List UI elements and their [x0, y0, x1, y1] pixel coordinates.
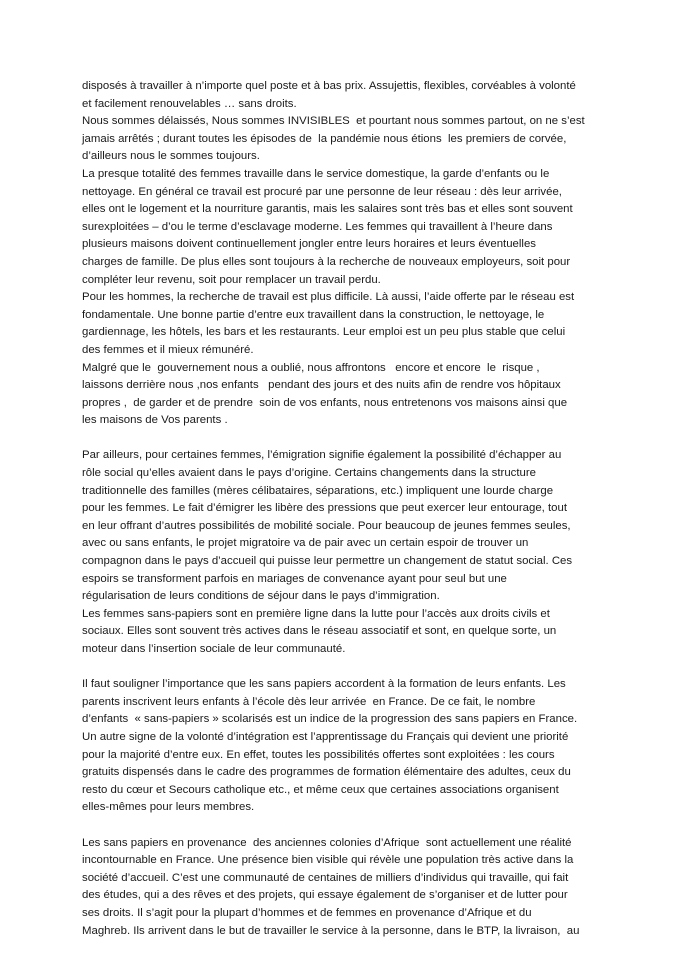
text-line: avec ou sans enfants, le projet migratoire va de pair avec un certain espoir de trouver un	[82, 537, 529, 550]
text-line: Nous sommes délaissés, Nous sommes INVISIBLES et pourtant nous sommes partout, on ne s’est	[82, 115, 585, 128]
paragraph-spacer	[82, 817, 604, 835]
text-line: ses droits. Il s’agit pour la plupart d’hommes et de femmes en provenance d’Afrique et du	[82, 906, 532, 919]
text-line: rôle social qu’elles avaient dans le pays d’origine. Certains changements dans la structure	[82, 467, 536, 480]
text-line: Les sans papiers en provenance des anciennes colonies d’Afrique sont actuellement une réalité	[82, 836, 572, 849]
paragraph	[82, 447, 604, 605]
text-line: propres , de garder et de prendre soin de vos enfants, nous entretenons vos maisons ainsi que	[82, 396, 568, 409]
paragraph	[82, 835, 604, 941]
text-line: Malgré que le gouvernement nous a oublié, nous affrontons encore et encore le risque ,	[82, 361, 540, 374]
text-line: incontournable en France. Une présence bien visible qui révèle une population très active dans la	[82, 854, 574, 867]
paragraph	[82, 113, 604, 166]
text-line: compagnon dans le pays d’accueil qui puisse leur permettre un changement de statut social. Ces	[82, 555, 573, 568]
text-line: parents inscrivent leurs enfants à l’école dès leur arrivée en France. De ce fait, le nombre	[82, 695, 536, 708]
text-line: pour la majorité d’entre eux. En effet, toutes les possibilités offertes sont exploitées : les cours	[82, 748, 555, 761]
paragraph	[82, 676, 604, 817]
text-line: La presque totalité des femmes travaille dans le service domestique, la garde d’enfants ou le	[82, 167, 550, 180]
text-line: gratuits dispensés dans le cadre des programmes de formation élémentaire des adultes, ceux du	[82, 766, 571, 779]
text-line: resto du cœur et Secours catholique etc., et même ceux que certaines associations organisent	[82, 783, 559, 796]
text-line: elles ont le logement et la nourriture garantis, mais les salaires sont très bas et elles sont souvent	[82, 203, 573, 216]
text-line: en leur offrant d’autres possibilités de mobilité sociale. Pour beaucoup de jeunes femmes seules,	[82, 519, 571, 532]
paragraph-spacer	[82, 430, 604, 448]
text-line: d’enfants « sans-papiers » scolarisés est un indice de la progression des sans papiers en France.	[82, 713, 578, 726]
text-line: traditionnelle des familles (mères célibataires, séparations, etc.) impliquent une lourde charge	[82, 484, 554, 497]
text-line: sociaux. Elles sont souvent très actives dans le réseau associatif et sont, en quelque sorte, un	[82, 625, 557, 638]
text-line: Un autre signe de la volonté d’intégration est l’apprentissage du Français qui devient une priorité	[82, 730, 569, 743]
text-line: charges de famille. De plus elles sont toujours à la recherche de nouveaux employeurs, soit pour	[82, 255, 571, 268]
paragraph	[82, 289, 604, 359]
text-line: elles-mêmes pour leurs membres.	[82, 801, 255, 814]
text-line: surexploitées – d’ou le terme d’esclavage moderne. Les femmes qui travaillent à l’heure dans	[82, 220, 553, 233]
text-line: plusieurs maisons doivent continuellement jongler entre leurs horaires et leurs éventuelles	[82, 238, 536, 251]
text-line: des femmes et il mieux rémunéré.	[82, 343, 254, 356]
paragraph-spacer	[82, 659, 604, 677]
text-line: fondamentale. Une bonne partie d’entre eux travaillent dans la construction, le nettoyage, le	[82, 308, 545, 321]
text-line: laissons derrière nous ,nos enfants pendant des jours et des nuits afin de rendre vos hôpitaux	[82, 379, 561, 392]
text-line: jamais arrêtés ; durant toutes les épisodes de la pandémie nous étions les premiers de corvée,	[82, 132, 567, 145]
text-line: et facilement renouvelables … sans droits.	[82, 97, 297, 110]
text-line: compléter leur revenu, soit pour remplacer un travail perdu.	[82, 273, 381, 286]
text-line: disposés à travailler à n’importe quel poste et à bas prix. Assujettis, flexibles, corvéables à volonté	[82, 80, 576, 92]
text-line: société d’accueil. C’est une communauté de centaines de milliers d’individus qui travaille, qui fait	[82, 871, 569, 884]
text-line: régularisation de leurs conditions de séjour dans le pays d’immigration.	[82, 590, 440, 603]
text-line: Pour les hommes, la recherche de travail est plus difficile. Là aussi, l’aide offerte par le réseau est	[82, 291, 575, 304]
text-line: pour les femmes. Le fait d’émigrer les libère des pressions que peut exercer leur entourage, tout	[82, 502, 567, 515]
paragraph	[82, 606, 604, 659]
text-line: Maghreb. Ils arrivent dans le but de travailler le service à la personne, dans le BTP, la livraison, au	[82, 924, 580, 937]
paragraph	[82, 78, 604, 113]
text-line: les maisons de Vos parents .	[82, 414, 228, 427]
text-line: nettoyage. En général ce travail est procuré par une personne de leur réseau : dès leur arrivée,	[82, 185, 562, 198]
text-line: Les femmes sans-papiers sont en première ligne dans la lutte pour l’accès aux droits civils et	[82, 607, 550, 620]
text-line: Il faut souligner l’importance que les sans papiers accordent à la formation de leurs enfants. Les	[82, 678, 566, 691]
text-line: Par ailleurs, pour certaines femmes, l’émigration signifie également la possibilité d’échapper au	[82, 449, 562, 462]
text-line: espoirs se transforment parfois en mariages de convenance ayant pour seul but une	[82, 572, 507, 585]
paragraph	[82, 166, 604, 289]
document-body	[82, 78, 604, 940]
text-line: moteur dans l’insertion sociale de leur communauté.	[82, 643, 346, 655]
text-line: des études, qui a des rêves et des projets, qui essaye également de s’organiser et de lutter pour	[82, 889, 568, 902]
paragraph	[82, 360, 604, 430]
text-line: gardiennage, les hôtels, les bars et les restaurants. Leur emploi est un peu plus stable que celui	[82, 326, 566, 339]
text-line: d’ailleurs nous le sommes toujours.	[82, 150, 260, 163]
